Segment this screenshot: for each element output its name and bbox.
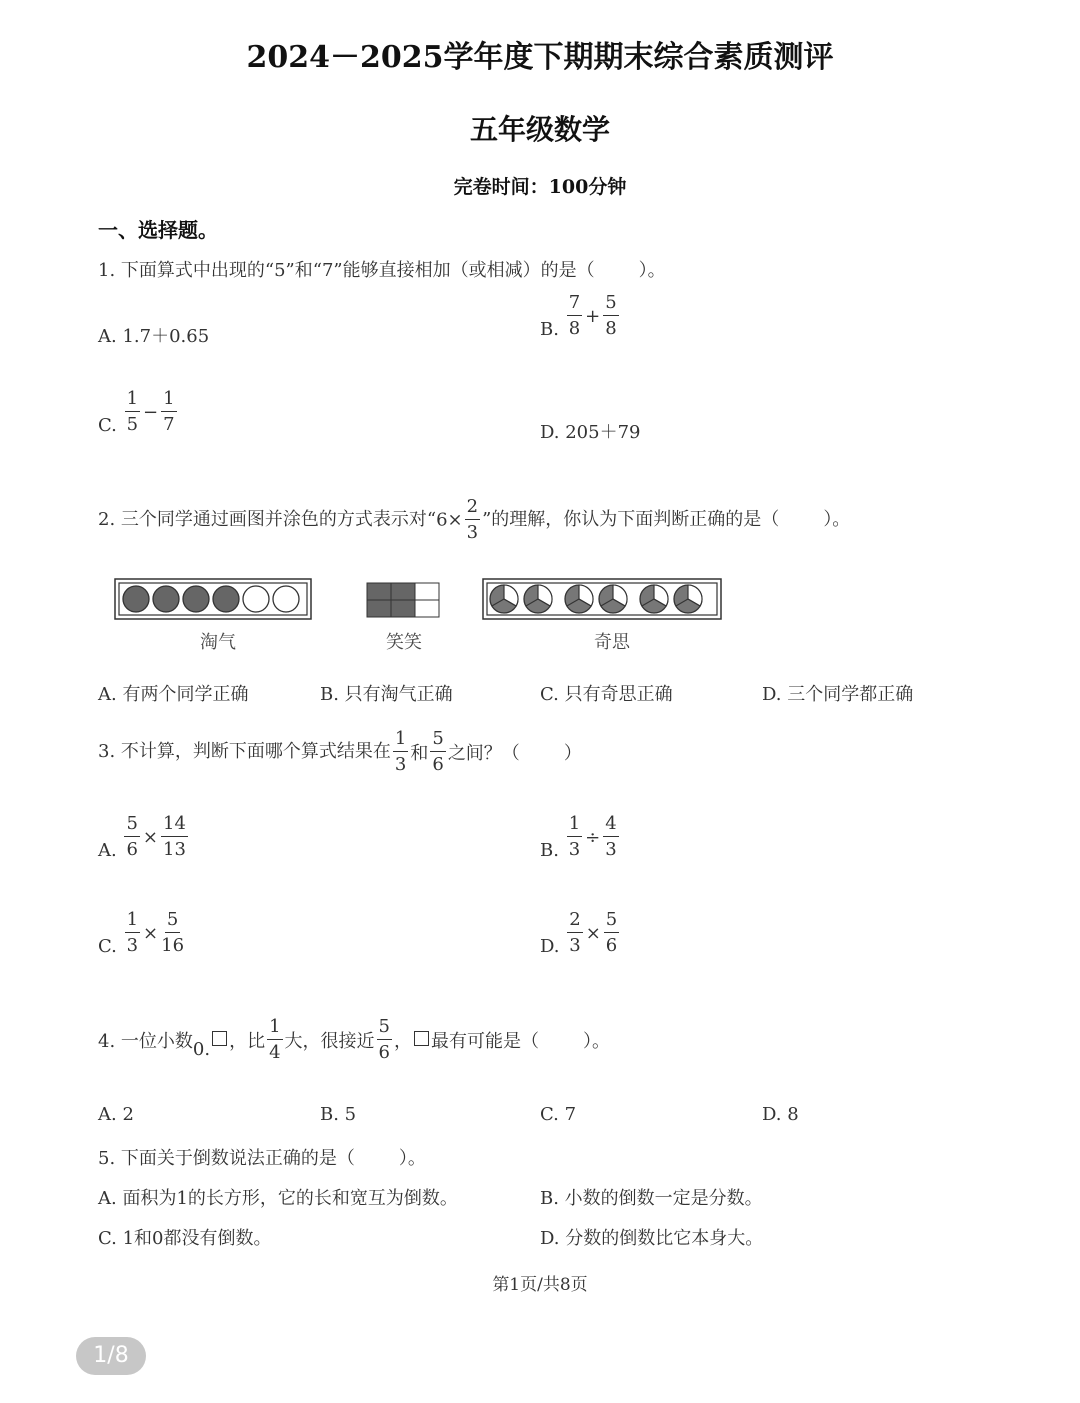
circle-shape [183,586,209,612]
circle-shape [213,586,239,612]
q5-option-a[interactable]: A. 面积为1的长方形，它的长和宽互为倒数。 [98,1188,458,1209]
pie-shape [490,585,518,613]
question-3-stem: 3. 不计算，判断下面哪个算式结果在 $\frac{1}{3}$ 和 $\frac{5}{6}$ 之间？（ ） [98,728,582,775]
q4-option-a[interactable]: A. 2 [98,1104,134,1125]
q1-option-d[interactable]: D. 205＋79 [540,422,641,443]
exam-time: 完卷时间：100分钟 [453,176,627,198]
circle-shape [273,586,299,612]
q1-option-b[interactable]: B. $\frac{7}{8}$ + $\frac{5}{8}$ [540,292,617,340]
q2-option-a[interactable]: A. 有两个同学正确 [98,684,249,705]
taoqi-circles-figure [114,578,314,622]
q2-option-b[interactable]: B. 只有淘气正确 [320,684,453,705]
q1-option-c[interactable]: C. $\frac{1}{5}$ − $\frac{1}{7}$ [98,388,175,436]
exam-title: 2024－2025学年度下期期末综合素质测评 [246,40,834,75]
question-1-stem: 1. 下面算式中出现的“5”和“7”能够直接相加（或相减）的是（ ）。 [98,260,666,281]
question-5-stem: 5. 下面关于倒数说法正确的是（ ）。 [98,1148,426,1169]
pie-shape [674,585,702,613]
q4-option-c[interactable]: C. 7 [540,1104,577,1125]
figure-label-taoqi: 淘气 [200,632,236,653]
q5-option-c[interactable]: C. 1和0都没有倒数。 [98,1228,272,1249]
pie-shape [640,585,668,613]
section-heading: 一、选择题。 [98,218,218,242]
q3-option-c[interactable]: C. $\frac{1}{3}$ × $\frac{5}{16}$ [98,909,185,957]
qisi-pies-figure [482,578,724,622]
pie-shape [599,585,627,613]
figure-label-qisi: 奇思 [594,632,630,653]
page-footer: 第1页/共8页 [492,1275,588,1295]
circle-shape [123,586,149,612]
q4-option-d[interactable]: D. 8 [762,1104,799,1125]
question-4-stem: 4. 一位小数0. ，比 $\frac{1}{4}$ 大，很接近 $\frac{5}{6}$ ， 最有可能是（ ）。 [98,1016,610,1063]
circle-shape [243,586,269,612]
q3-option-b[interactable]: B. $\frac{1}{3}$ ÷ $\frac{4}{3}$ [540,813,617,861]
pie-shape [565,585,593,613]
q1-option-a[interactable]: A. 1.7＋0.65 [98,326,210,347]
q3-option-a[interactable]: A. $\frac{5}{6}$ × $\frac{14}{13}$ [98,813,186,861]
figure-label-xiaoxiao: 笑笑 [386,632,422,653]
q5-option-b[interactable]: B. 小数的倒数一定是分数。 [540,1188,763,1209]
blank-box-icon [414,1031,429,1046]
question-2-stem: 2. 三个同学通过画图并涂色的方式表示对“6× $\frac{2}{3}$ ”的理解，你认为下面判断正确的是（ ）。 [98,496,851,543]
pie-shape [524,585,552,613]
q2-option-d[interactable]: D. 三个同学都正确 [762,684,914,705]
q3-option-d[interactable]: D. $\frac{2}{3}$ × $\frac{5}{6}$ [540,909,618,957]
xiaoxiao-grid-figure [366,582,442,620]
q2-option-c[interactable]: C. 只有奇思正确 [540,684,673,705]
q5-option-d[interactable]: D. 分数的倒数比它本身大。 [540,1228,764,1249]
blank-box-icon [212,1031,227,1046]
exam-subtitle: 五年级数学 [469,113,610,146]
circle-shape [153,586,179,612]
q4-option-b[interactable]: B. 5 [320,1104,357,1125]
page-indicator[interactable]: 1/8 [76,1337,146,1375]
